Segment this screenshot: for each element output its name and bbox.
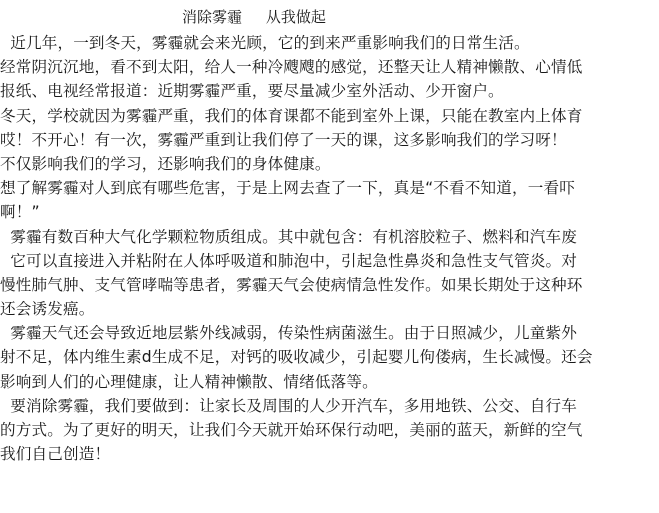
text-line: 经常阴沉沉地，看不到太阳，给人一种冷飕飕的感觉，还整天让人精神懒散、心情低 (0, 58, 583, 77)
text-line: 还会诱发癌。 (0, 300, 95, 319)
text-line: 我们自己创造！ (0, 445, 111, 464)
text-line: 慢性肺气肿、支气管哮喘等患者，雾霾天气会使病情急性发作。如果长期处于这种环 (0, 275, 583, 294)
document-title: 消除雾霾 从我做起 (182, 8, 326, 26)
text-line: 哎！不开心！有一次，雾霾严重到让我们停了一天的课，这多影响我们的学习呀！ (0, 130, 567, 149)
text-line: 射不足，体内维生素d生成不足，对钙的吸收减少，引起婴儿佝偻病，生长减慢。还会 (0, 348, 593, 367)
text-line: 雾霾有数百种大气化学颗粒物质组成。其中就包含：有机溶胶粒子、燃料和汽车废 (0, 227, 577, 246)
text-line: 雾霾天气还会导致近地层紫外线减弱，传染性病菌滋生。由于日照减少，儿童紫外 (0, 324, 577, 343)
text-line: 啊！” (0, 203, 40, 222)
text-line: 近几年，一到冬天，雾霾就会来光顾，它的到来严重影响我们的日常生活。 (0, 34, 530, 52)
text-line: 冬天，学校就因为雾霾严重，我们的体育课都不能到室外上课，只能在教室内上体育 (0, 106, 583, 125)
text-line: 它可以直接进入并粘附在人体呼吸道和肺泡中，引起急性鼻炎和急性支气管炎。对 (0, 251, 577, 270)
document-body (0, 31, 659, 466)
text-line: 想了解雾霾对人到底有哪些危害，于是上网去查了一下，真是“不看不知道，一看吓 (0, 179, 576, 198)
text-line: 要消除雾霾，我们要做到：让家长及周围的人少开汽车，多用地铁、公交、自行车 (0, 396, 577, 415)
text-line: 影响到人们的心理健康，让人精神懒散、情绪低落等。 (0, 372, 378, 391)
text-line: 的方式。为了更好的明天，让我们今天就开始环保行动吧，美丽的蓝天，新鲜的空气 (0, 421, 583, 439)
text-line: 报纸、电视经常报道：近期雾霾严重，要尽量减少室外活动、少开窗户。 (0, 82, 504, 101)
text-line: 不仅影响我们的学习，还影响我们的身体健康。 (0, 154, 331, 173)
